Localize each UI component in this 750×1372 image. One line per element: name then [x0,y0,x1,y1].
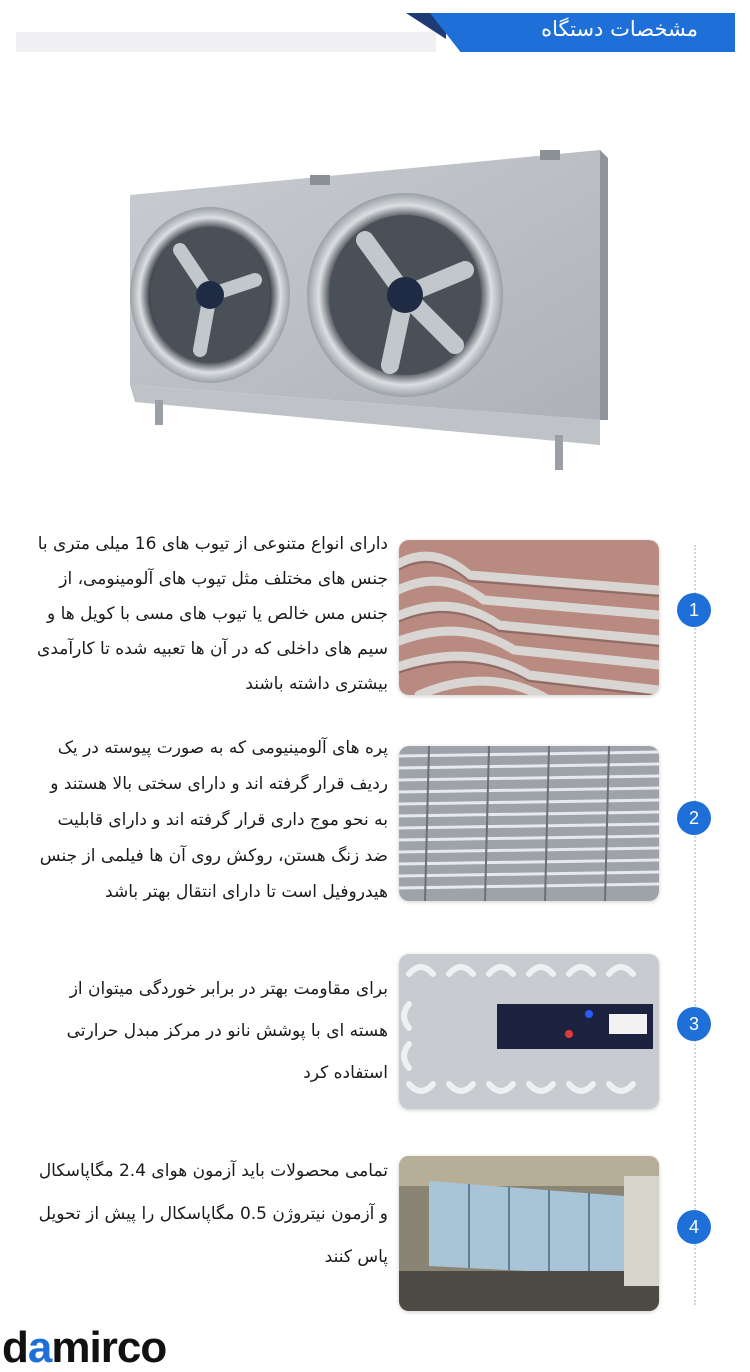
feature-1-text: دارای انواع متنوعی از تیوب های 16 میلی متری با جنس های مختلف مثل تیوب های آلومینومی، از جنس مس خالص یا تیوب های مسی با کویل ها و سیم های داخلی که در آن ها تعبیه شده تا کارآمدی بیشتری داشته باشند [37,534,388,694]
feature-1-tubes-image [399,540,659,695]
timeline-dotted-line [694,545,696,1305]
feature-3-text: برای مقاومت بهتر در برابر خوردگی میتوان از هسته ای با پوشش نانو در مرکز مبدل حرارتی استفاده کرد [66,979,388,1083]
damirco-logo: damirco [2,1323,167,1372]
feature-3-coated-core-image [399,954,659,1109]
feature-2-text: پره های آلومینیومی که به صورت پیوسته در یک ردیف قرار گرفته اند و دارای سختی بالا هستند و به نحو موج داری قرار گرفته اند و دارای قابلیت ضد زنگ هستن، روکش روی آن ها فیلمی از جنس هیدروفیل است تا دارای انتقال بهتر باشد [39,738,388,902]
feature-3-number-badge: 3 [677,1007,711,1041]
feature-4-factory-image [399,1156,659,1311]
header-underline-bar [16,32,436,52]
section-title: مشخصات دستگاه [541,17,698,41]
feature-4-number-badge: 4 [677,1210,711,1244]
feature-2-fins-image [399,746,659,901]
feature-4-text: تمامی محصولات باید آزمون هوای 2.4 مگاپاسکال و آزمون نیتروژن 0.5 مگاپاسکال را پیش از تحویل پاس کنند [38,1161,388,1267]
evaporator-unit-image [60,120,660,500]
feature-1-number-badge: 1 [677,593,711,627]
feature-2-number-badge: 2 [677,801,711,835]
